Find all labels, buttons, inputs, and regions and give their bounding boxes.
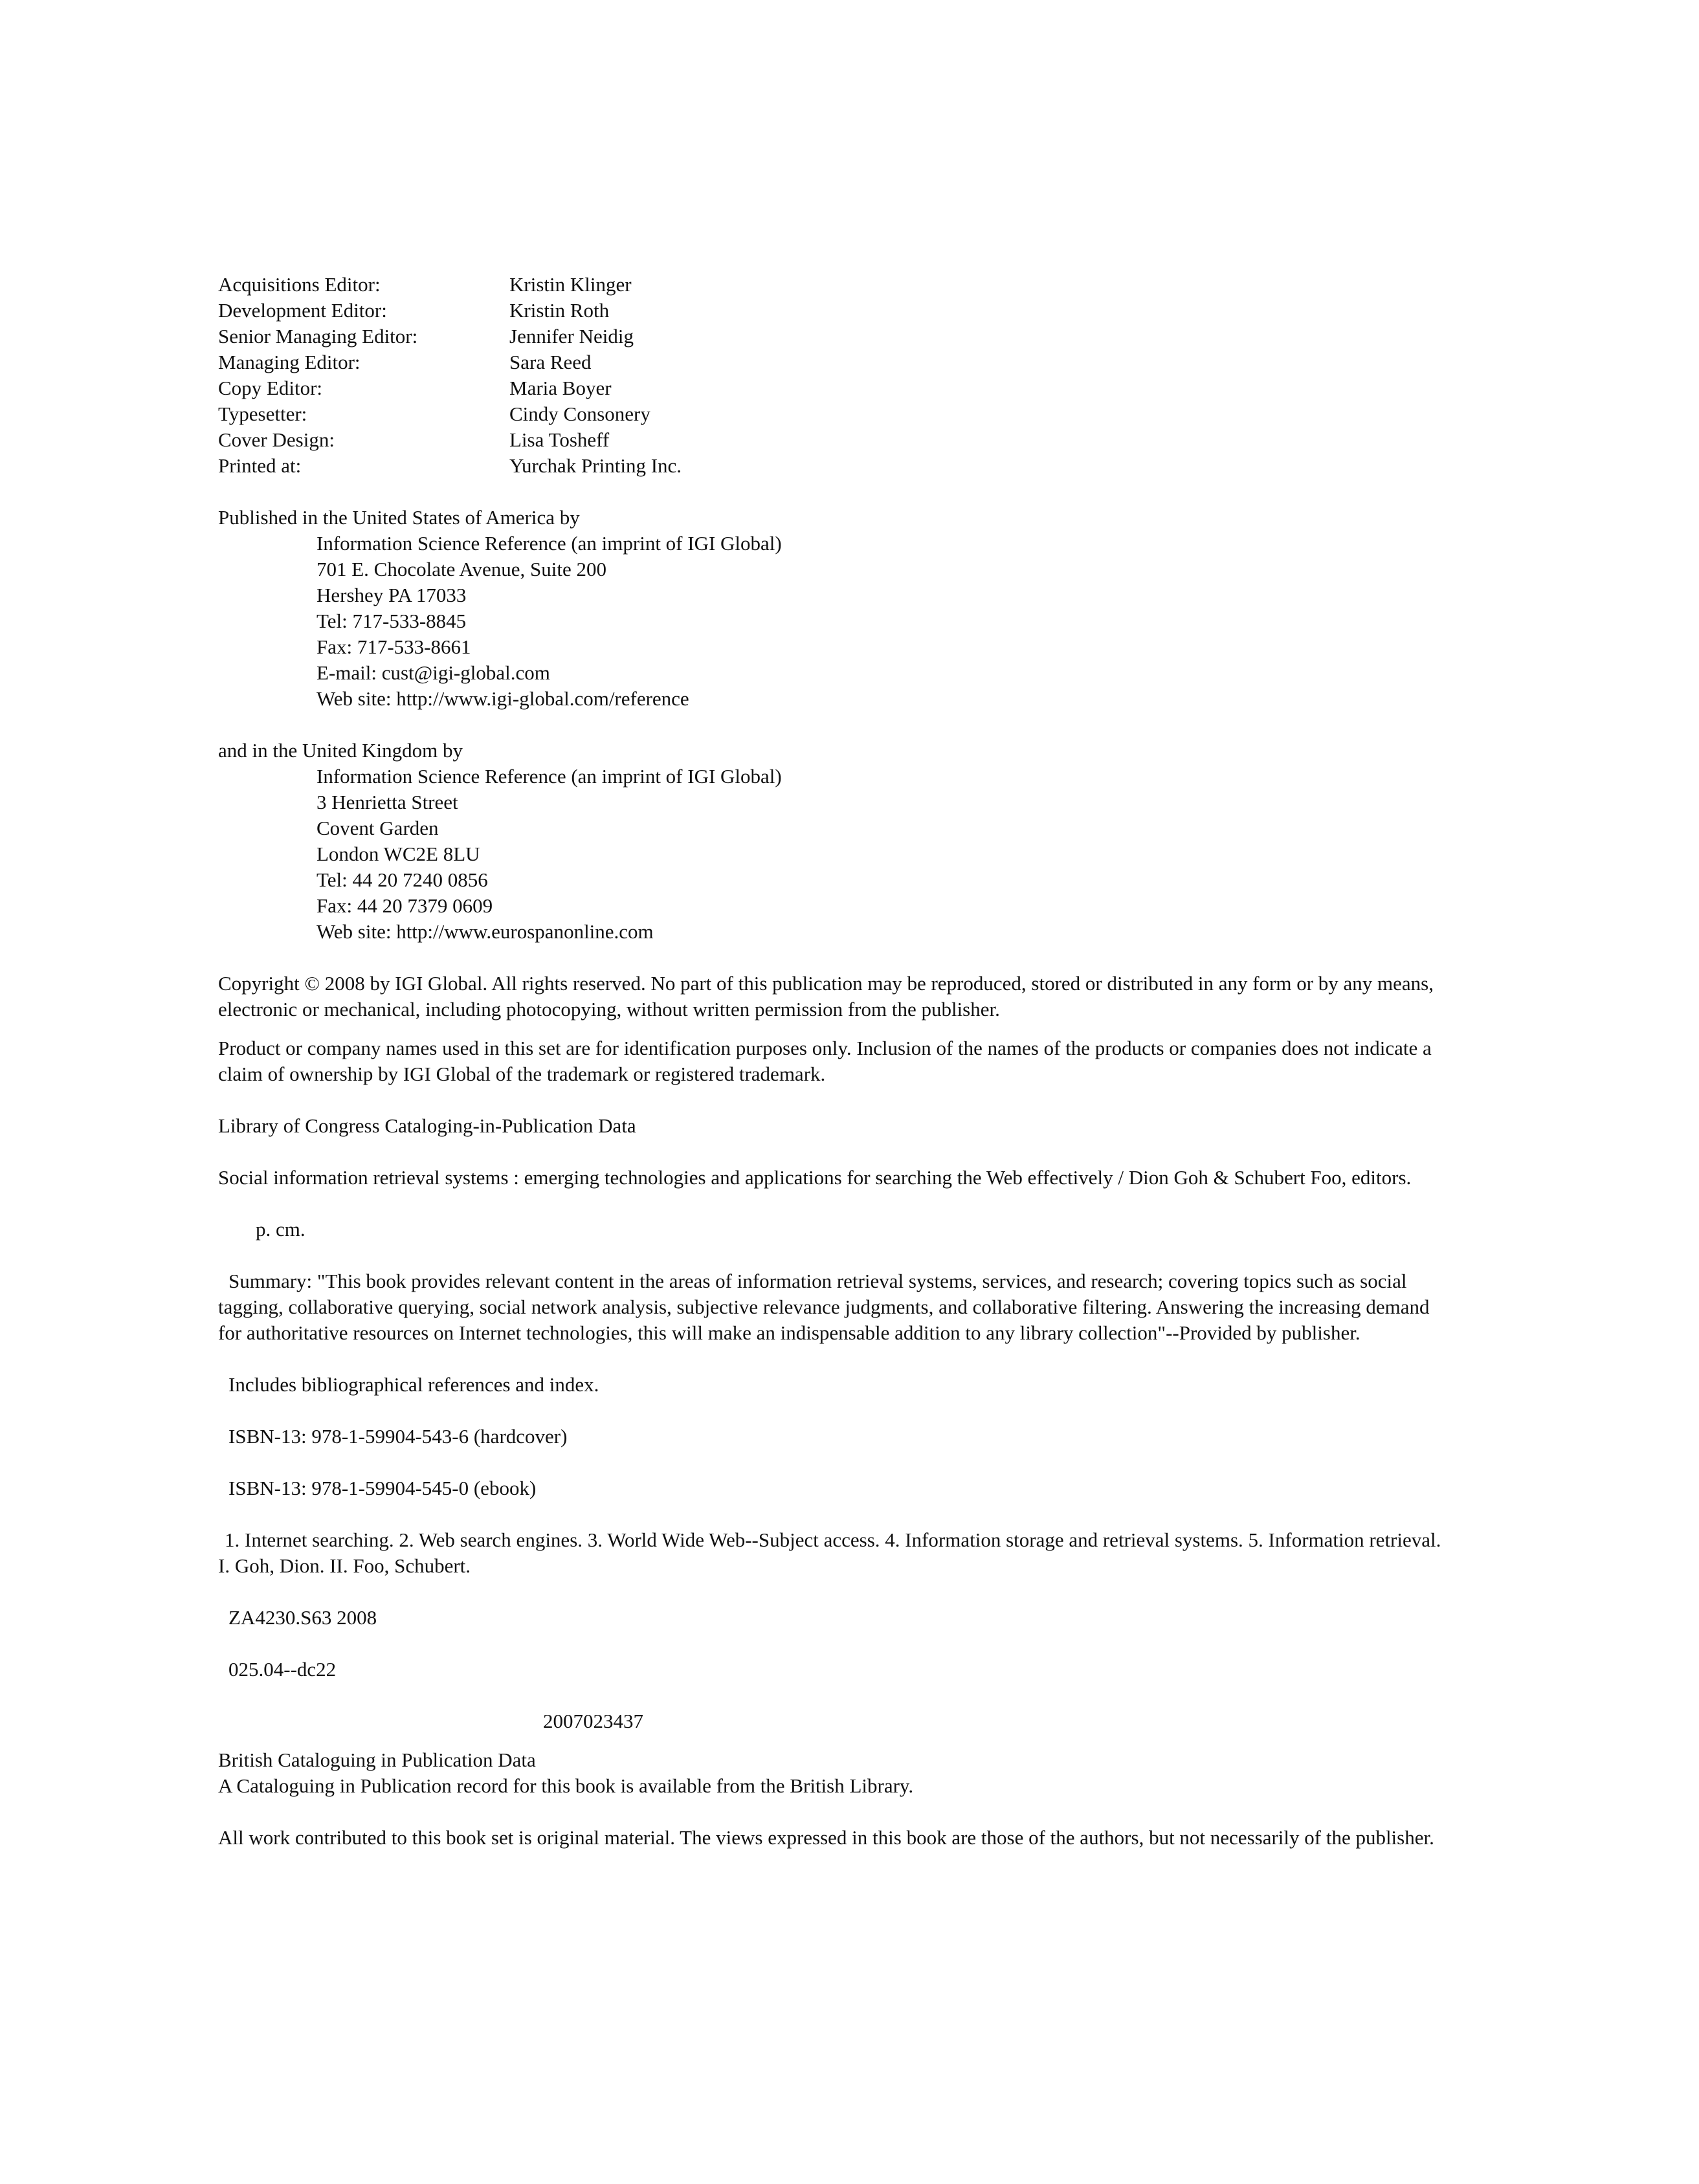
email-line: E-mail: cust@igi-global.com (316, 661, 550, 684)
cip-physical: p. cm. (256, 1218, 305, 1241)
credit-role: Senior Managing Editor: (218, 325, 418, 347)
cip-summary-text: Summary: "This book provides relevant content in the areas of information retrieval systems, services, and research; covering topics such as social tagging, collaborative querying, social network analysis, subjective relevance judgments, and collaborative filtering. Answering the increasing demand for authoritative resources on Internet technologies, this will make an indispensable addition to any library collection"--Provided by publisher. (218, 1270, 1430, 1344)
trademark-notice: Product or company names used in this set are for identification purposes only. Inclusion of the names of the products or companies does not indicate a claim of ownership by IGI Global of the trademark or registered trademark. (218, 1037, 1432, 1085)
credit-name: Lisa Tosheff (509, 428, 610, 451)
fax-line: Fax: 717-533-8661 (316, 635, 471, 658)
address-line: Information Science Reference (an imprint of IGI Global) (316, 765, 782, 788)
uk-publisher-block (218, 738, 1448, 945)
phone-line: Tel: 44 20 7240 0856 (316, 868, 488, 891)
credit-name: Maria Boyer (509, 377, 612, 399)
credits-list (218, 272, 1448, 479)
cip-dewey: 025.04--dc22 (228, 1658, 337, 1681)
cip-lccn: 2007023437 (543, 1710, 643, 1732)
credit-name: Sara Reed (509, 351, 592, 373)
cip-subjects-text: 1. Internet searching. 2. Web search engines. 3. World Wide Web--Subject access. 4. Information storage and retrieval systems. 5. Information retrieval. I. Goh, Dion. II. Foo, Schubert. (218, 1528, 1441, 1577)
cip-includes: Includes bibliographical references and index. (228, 1373, 599, 1396)
copyright-page (218, 272, 1448, 1851)
cip-summary (218, 1268, 1448, 1346)
credit-role: Cover Design: (218, 428, 335, 451)
credit-role: Copy Editor: (218, 377, 323, 399)
credit-name: Cindy Consonery (509, 403, 650, 425)
address-line: Covent Garden (316, 817, 439, 839)
us-publisher-heading: Published in the United States of America by (218, 506, 580, 529)
credit-role: Acquisitions Editor: (218, 273, 381, 296)
cip-heading: Library of Congress Cataloging-in-Publication Data (218, 1114, 636, 1137)
cip-lc-class: ZA4230.S63 2008 (228, 1606, 377, 1629)
cip-title: Social information retrieval systems : emerging technologies and applications for searching the Web effectively / Dion Goh & Schubert Foo, editors. (218, 1166, 1412, 1189)
credit-name: Yurchak Printing Inc. (509, 454, 682, 477)
credit-name: Kristin Klinger (509, 273, 632, 296)
credit-name: Kristin Roth (509, 299, 610, 322)
credit-role: Development Editor: (218, 299, 387, 322)
website-line: Web site: http://www.eurospanonline.com (316, 920, 654, 943)
us-publisher-block (218, 505, 1448, 712)
british-cip-text: A Cataloguing in Publication record for this book is available from the British Library. (218, 1774, 914, 1797)
cip-isbn-ebook: ISBN-13: 978-1-59904-545-0 (ebook) (228, 1477, 537, 1499)
cip-subjects (218, 1527, 1448, 1579)
address-line: Hershey PA 17033 (316, 584, 467, 606)
credit-role: Managing Editor: (218, 351, 361, 373)
credit-name: Jennifer Neidig (509, 325, 634, 347)
disclaimer-notice: All work contributed to this book set is original material. The views expressed in this book are those of the authors, but not necessarily of the publisher. (218, 1826, 1434, 1849)
copyright-notice: Copyright © 2008 by IGI Global. All rights reserved. No part of this publication may be reproduced, stored or distributed in any form or by any means, electronic or mechanical, including photocopying, without written permission from the publisher. (218, 972, 1434, 1020)
fax-line: Fax: 44 20 7379 0609 (316, 894, 493, 917)
uk-publisher-heading: and in the United Kingdom by (218, 739, 463, 762)
british-cip-block (218, 1747, 1448, 1799)
address-line: 701 E. Chocolate Avenue, Suite 200 (316, 558, 606, 580)
address-line: 3 Henrietta Street (316, 791, 458, 813)
credit-role: Typesetter: (218, 403, 307, 425)
credit-role: Printed at: (218, 454, 302, 477)
address-line: Information Science Reference (an imprint of IGI Global) (316, 532, 782, 555)
cip-isbn-hardcover: ISBN-13: 978-1-59904-543-6 (hardcover) (228, 1425, 568, 1448)
phone-line: Tel: 717-533-8845 (316, 610, 467, 632)
british-cip-heading: British Cataloguing in Publication Data (218, 1748, 536, 1771)
address-line: London WC2E 8LU (316, 843, 480, 865)
website-line: Web site: http://www.igi-global.com/reference (316, 687, 689, 710)
